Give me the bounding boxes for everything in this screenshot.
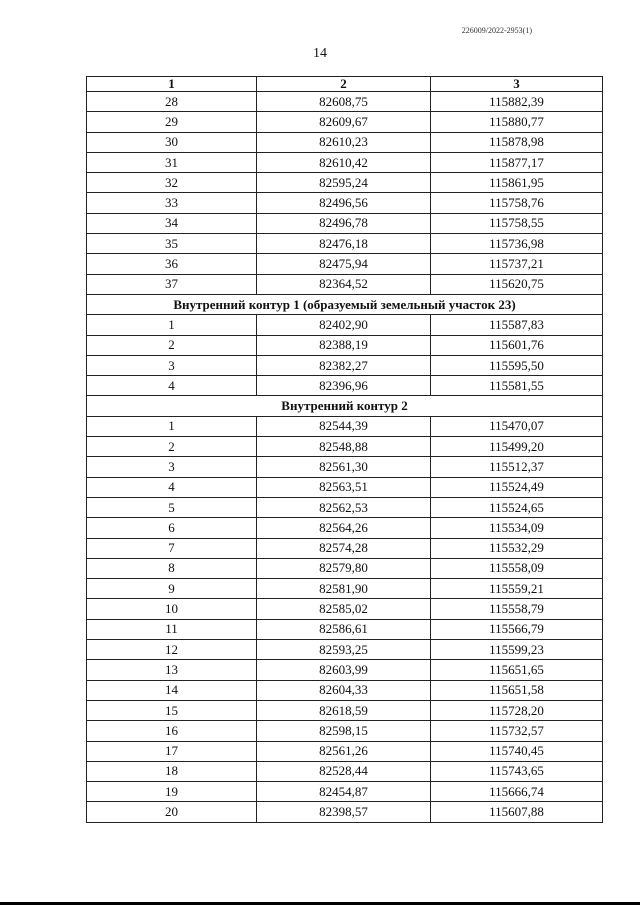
table-row bbox=[87, 173, 603, 193]
point-number-cell: 34 bbox=[87, 213, 257, 233]
table-row bbox=[87, 437, 603, 457]
x-coordinate-cell: 82604,33 bbox=[257, 680, 431, 700]
x-coordinate-cell: 82563,51 bbox=[257, 477, 431, 497]
table-row bbox=[87, 376, 603, 396]
x-coordinate-cell: 82398,57 bbox=[257, 802, 431, 822]
point-number-cell: 5 bbox=[87, 497, 257, 517]
point-number-cell: 9 bbox=[87, 579, 257, 599]
x-coordinate-cell: 82402,90 bbox=[257, 315, 431, 335]
point-number-cell: 6 bbox=[87, 518, 257, 538]
y-coordinate-cell: 115566,79 bbox=[431, 619, 603, 639]
x-coordinate-cell: 82548,88 bbox=[257, 437, 431, 457]
y-coordinate-cell: 115743,65 bbox=[431, 761, 603, 781]
y-coordinate-cell: 115882,39 bbox=[431, 92, 603, 112]
table-row bbox=[87, 518, 603, 538]
section-header-row bbox=[87, 396, 603, 416]
column-header: 1 bbox=[87, 77, 257, 92]
table-body bbox=[87, 92, 603, 823]
y-coordinate-cell: 115601,76 bbox=[431, 335, 603, 355]
point-number-cell: 30 bbox=[87, 132, 257, 152]
x-coordinate-cell: 82574,28 bbox=[257, 538, 431, 558]
table-row bbox=[87, 152, 603, 172]
y-coordinate-cell: 115587,83 bbox=[431, 315, 603, 335]
table-row bbox=[87, 741, 603, 761]
table-row bbox=[87, 579, 603, 599]
y-coordinate-cell: 115880,77 bbox=[431, 112, 603, 132]
table-row bbox=[87, 660, 603, 680]
point-number-cell: 16 bbox=[87, 721, 257, 741]
x-coordinate-cell: 82382,27 bbox=[257, 355, 431, 375]
table-row bbox=[87, 213, 603, 233]
x-coordinate-cell: 82476,18 bbox=[257, 234, 431, 254]
x-coordinate-cell: 82585,02 bbox=[257, 599, 431, 619]
table-row bbox=[87, 477, 603, 497]
x-coordinate-cell: 82579,80 bbox=[257, 558, 431, 578]
table-row bbox=[87, 680, 603, 700]
table-row bbox=[87, 619, 603, 639]
x-coordinate-cell: 82610,23 bbox=[257, 132, 431, 152]
point-number-cell: 13 bbox=[87, 660, 257, 680]
point-number-cell: 2 bbox=[87, 437, 257, 457]
y-coordinate-cell: 115666,74 bbox=[431, 782, 603, 802]
point-number-cell: 3 bbox=[87, 457, 257, 477]
table-row bbox=[87, 782, 603, 802]
x-coordinate-cell: 82364,52 bbox=[257, 274, 431, 294]
x-coordinate-cell: 82496,56 bbox=[257, 193, 431, 213]
y-coordinate-cell: 115651,58 bbox=[431, 680, 603, 700]
point-number-cell: 35 bbox=[87, 234, 257, 254]
point-number-cell: 18 bbox=[87, 761, 257, 781]
y-coordinate-cell: 115581,55 bbox=[431, 376, 603, 396]
table-row bbox=[87, 558, 603, 578]
y-coordinate-cell: 115737,21 bbox=[431, 254, 603, 274]
point-number-cell: 8 bbox=[87, 558, 257, 578]
point-number-cell: 1 bbox=[87, 315, 257, 335]
column-header: 2 bbox=[257, 77, 431, 92]
table-row bbox=[87, 416, 603, 436]
y-coordinate-cell: 115878,98 bbox=[431, 132, 603, 152]
table-row bbox=[87, 497, 603, 517]
x-coordinate-cell: 82561,26 bbox=[257, 741, 431, 761]
section-title: Внутренний контур 2 bbox=[87, 396, 603, 416]
y-coordinate-cell: 115599,23 bbox=[431, 640, 603, 660]
point-number-cell: 4 bbox=[87, 376, 257, 396]
point-number-cell: 3 bbox=[87, 355, 257, 375]
table-row bbox=[87, 355, 603, 375]
point-number-cell: 4 bbox=[87, 477, 257, 497]
point-number-cell: 37 bbox=[87, 274, 257, 294]
point-number-cell: 31 bbox=[87, 152, 257, 172]
table-row bbox=[87, 802, 603, 822]
point-number-cell: 17 bbox=[87, 741, 257, 761]
x-coordinate-cell: 82598,15 bbox=[257, 721, 431, 741]
point-number-cell: 15 bbox=[87, 700, 257, 720]
y-coordinate-cell: 115559,21 bbox=[431, 579, 603, 599]
y-coordinate-cell: 115532,29 bbox=[431, 538, 603, 558]
table-row bbox=[87, 335, 603, 355]
y-coordinate-cell: 115877,17 bbox=[431, 152, 603, 172]
point-number-cell: 10 bbox=[87, 599, 257, 619]
point-number-cell: 12 bbox=[87, 640, 257, 660]
x-coordinate-cell: 82562,53 bbox=[257, 497, 431, 517]
point-number-cell: 32 bbox=[87, 173, 257, 193]
y-coordinate-cell: 115470,07 bbox=[431, 416, 603, 436]
table-row bbox=[87, 640, 603, 660]
point-number-cell: 33 bbox=[87, 193, 257, 213]
x-coordinate-cell: 82528,44 bbox=[257, 761, 431, 781]
y-coordinate-cell: 115732,57 bbox=[431, 721, 603, 741]
point-number-cell: 7 bbox=[87, 538, 257, 558]
column-header: 3 bbox=[431, 77, 603, 92]
x-coordinate-cell: 82581,90 bbox=[257, 579, 431, 599]
x-coordinate-cell: 82454,87 bbox=[257, 782, 431, 802]
table-row bbox=[87, 92, 603, 112]
x-coordinate-cell: 82595,24 bbox=[257, 173, 431, 193]
document-id: 226009/2022-2953(1) bbox=[461, 26, 532, 35]
x-coordinate-cell: 82475,94 bbox=[257, 254, 431, 274]
y-coordinate-cell: 115607,88 bbox=[431, 802, 603, 822]
point-number-cell: 36 bbox=[87, 254, 257, 274]
x-coordinate-cell: 82603,99 bbox=[257, 660, 431, 680]
table-row bbox=[87, 538, 603, 558]
table-row bbox=[87, 599, 603, 619]
point-number-cell: 29 bbox=[87, 112, 257, 132]
table-row bbox=[87, 274, 603, 294]
x-coordinate-cell: 82608,75 bbox=[257, 92, 431, 112]
table-header-row bbox=[87, 77, 603, 92]
point-number-cell: 20 bbox=[87, 802, 257, 822]
y-coordinate-cell: 115558,09 bbox=[431, 558, 603, 578]
table-row bbox=[87, 254, 603, 274]
point-number-cell: 11 bbox=[87, 619, 257, 639]
y-coordinate-cell: 115499,20 bbox=[431, 437, 603, 457]
x-coordinate-cell: 82388,19 bbox=[257, 335, 431, 355]
x-coordinate-cell: 82618,59 bbox=[257, 700, 431, 720]
table-row bbox=[87, 193, 603, 213]
y-coordinate-cell: 115595,50 bbox=[431, 355, 603, 375]
x-coordinate-cell: 82561,30 bbox=[257, 457, 431, 477]
table-row bbox=[87, 132, 603, 152]
x-coordinate-cell: 82610,42 bbox=[257, 152, 431, 172]
x-coordinate-cell: 82586,61 bbox=[257, 619, 431, 639]
coordinates-table bbox=[86, 76, 603, 823]
x-coordinate-cell: 82396,96 bbox=[257, 376, 431, 396]
point-number-cell: 28 bbox=[87, 92, 257, 112]
table-row bbox=[87, 721, 603, 741]
point-number-cell: 14 bbox=[87, 680, 257, 700]
section-title: Внутренний контур 1 (образуемый земельный участок 23) bbox=[87, 294, 603, 314]
table-row bbox=[87, 700, 603, 720]
section-header-row bbox=[87, 294, 603, 314]
point-number-cell: 2 bbox=[87, 335, 257, 355]
table-row bbox=[87, 315, 603, 335]
y-coordinate-cell: 115524,65 bbox=[431, 497, 603, 517]
table-row bbox=[87, 761, 603, 781]
y-coordinate-cell: 115512,37 bbox=[431, 457, 603, 477]
y-coordinate-cell: 115620,75 bbox=[431, 274, 603, 294]
x-coordinate-cell: 82593,25 bbox=[257, 640, 431, 660]
y-coordinate-cell: 115861,95 bbox=[431, 173, 603, 193]
table-row bbox=[87, 234, 603, 254]
y-coordinate-cell: 115740,45 bbox=[431, 741, 603, 761]
y-coordinate-cell: 115558,79 bbox=[431, 599, 603, 619]
x-coordinate-cell: 82544,39 bbox=[257, 416, 431, 436]
y-coordinate-cell: 115524,49 bbox=[431, 477, 603, 497]
y-coordinate-cell: 115651,65 bbox=[431, 660, 603, 680]
page-number: 14 bbox=[313, 46, 327, 61]
x-coordinate-cell: 82609,67 bbox=[257, 112, 431, 132]
point-number-cell: 19 bbox=[87, 782, 257, 802]
table-row bbox=[87, 112, 603, 132]
x-coordinate-cell: 82496,78 bbox=[257, 213, 431, 233]
x-coordinate-cell: 82564,26 bbox=[257, 518, 431, 538]
y-coordinate-cell: 115758,76 bbox=[431, 193, 603, 213]
y-coordinate-cell: 115736,98 bbox=[431, 234, 603, 254]
y-coordinate-cell: 115534,09 bbox=[431, 518, 603, 538]
table-row bbox=[87, 457, 603, 477]
y-coordinate-cell: 115728,20 bbox=[431, 700, 603, 720]
y-coordinate-cell: 115758,55 bbox=[431, 213, 603, 233]
point-number-cell: 1 bbox=[87, 416, 257, 436]
